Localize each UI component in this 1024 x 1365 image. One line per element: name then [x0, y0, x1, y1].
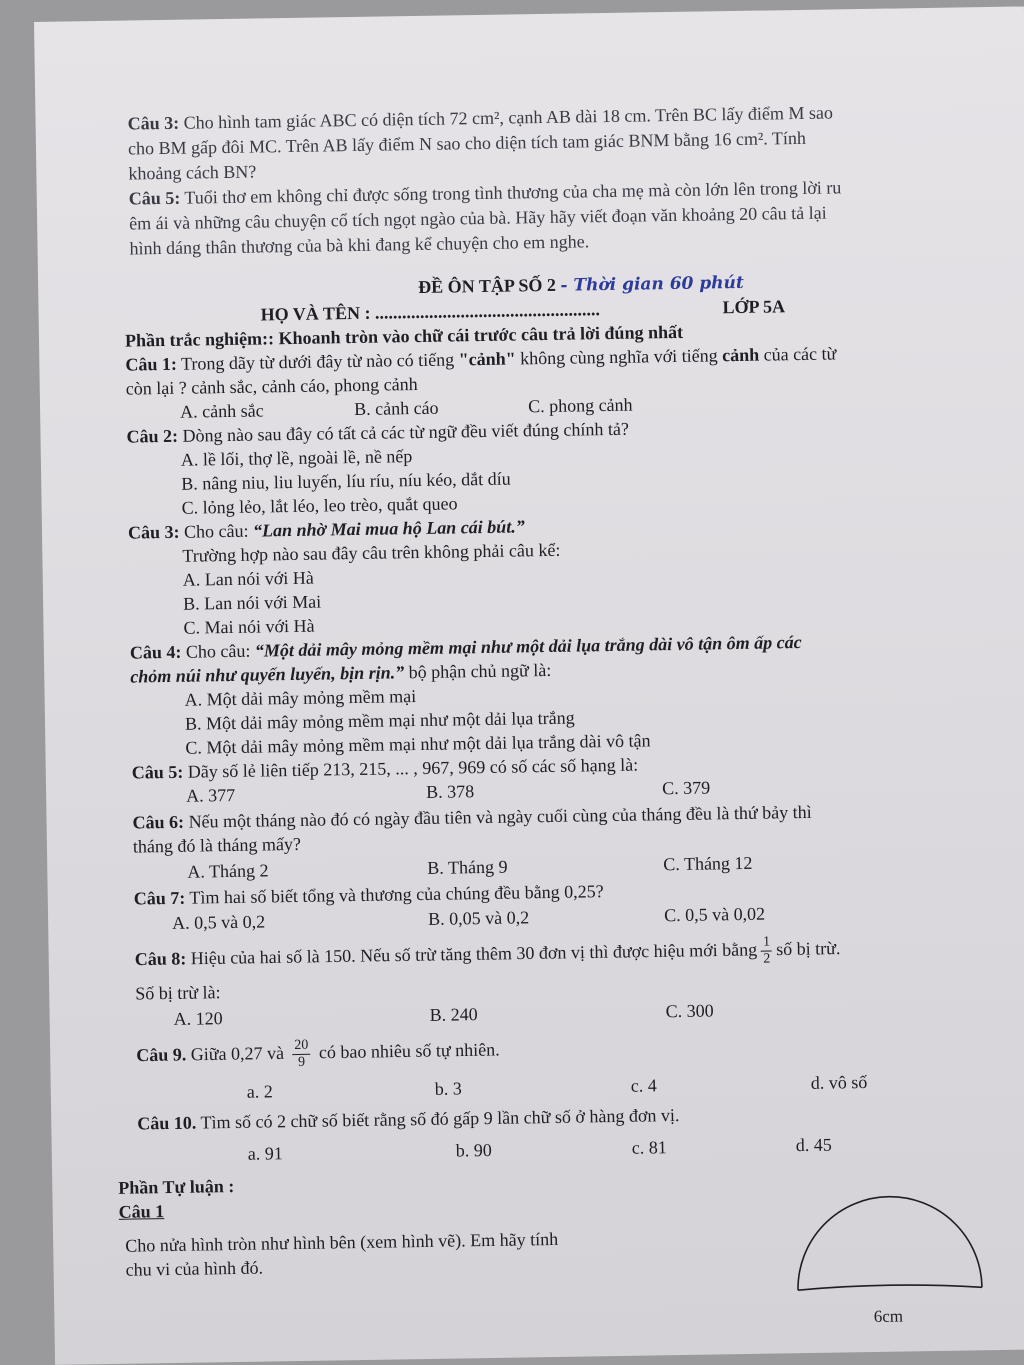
q8-text-b: số bị trừ. [775, 938, 841, 960]
prev-q5-line3: hình dáng thân thương của bà khi đang kể chuyện cho em nghe. [129, 231, 590, 259]
essay-section-title: Phần Tự luận : [118, 1175, 235, 1198]
prev-q3-text1: Cho hình tam giác ABC có diện tích 72 cm², cạnh AB dài 18 cm. Trên BC lấy điểm M sao [178, 102, 834, 133]
q5-option-a: A. 377 [186, 784, 236, 806]
q4-quote-2: chỏm núi như quyến luyến, bịn rịn.” [130, 662, 405, 687]
q1-text-c: không cùng nghĩa với tiếng [515, 345, 723, 369]
essay-q1-line1: Cho nửa hình tròn như hình bên (xem hình vẽ). Em hãy tính [125, 1228, 559, 1256]
q6-line2: tháng đó là tháng mấy? [132, 833, 302, 857]
q4-line2 [130, 659, 551, 688]
q7-option-c: C. 0,5 và 0,02 [663, 903, 766, 926]
q4-label: Câu 4: [129, 641, 182, 663]
q2-text: Dòng nào sau đây có tất cả các từ ngữ đều viết đúng chính tả? [177, 418, 630, 446]
prev-q3-label: Câu 3: [127, 112, 180, 134]
q9-option-a: a. 2 [246, 1081, 273, 1102]
q8-line1 [135, 933, 841, 977]
q8-label: Câu 8: [134, 948, 187, 970]
q9-text-a: Giữa 0,27 và [186, 1042, 289, 1065]
q7-label: Câu 7: [133, 887, 186, 909]
q5-label: Câu 5: [131, 761, 184, 783]
q3-option-b: B. Lan nói với Mai [182, 591, 322, 614]
handwritten-time-note: - Thời gian 60 phút [560, 272, 744, 296]
mc-section-title: Phần trắc nghiệm:: Khoanh tròn vào chữ cái trước câu trả lời đúng nhất [124, 321, 684, 351]
q9-label: Câu 9. [136, 1044, 187, 1066]
q3-text-a: Cho câu: [179, 520, 254, 542]
prev-q5-line2: êm ái và những câu chuyện cổ tích ngọt ngào của bà. Hãy hãy viết đoạn văn khoảng 20 câu tả lại [129, 202, 827, 234]
semicircle-arc [797, 1195, 982, 1290]
q9-fraction-denominator: 9 [298, 1054, 306, 1070]
q4-option-b: B. Một dải mây mỏng mềm mại như một dải lụa trắng [184, 707, 575, 734]
class-label: LỚP 5A [722, 296, 786, 318]
q8-fraction-numerator: 1 [761, 935, 772, 952]
q1-keyword: "cảnh" [458, 348, 516, 370]
q10-option-c: c. 81 [631, 1137, 667, 1158]
q6-option-a: A. Tháng 2 [187, 860, 269, 882]
q6-label: Câu 6: [132, 811, 185, 833]
q1-text-a: Trong dãy từ dưới đây từ nào có tiếng [176, 349, 459, 374]
name-field: HỌ VÀ TÊN : .................................................. [260, 299, 601, 325]
q7-option-a: A. 0,5 và 0,2 [172, 911, 266, 933]
q9-option-b: b. 3 [434, 1078, 462, 1099]
q10-text: Tìm số có 2 chữ số biết rằng số đó gấp 9 lần chữ số ở hàng đơn vị. [196, 1104, 680, 1133]
q7-text: Tìm hai số biết tổng và thương của chúng đều bằng 0,25? [185, 881, 604, 908]
q6-option-b: B. Tháng 9 [427, 856, 508, 878]
q4-quote-1: “Một dải mây mỏng mềm mại như một dải lụa trắng dài vô tận ôm ấp các [254, 632, 802, 661]
exam-paper [34, 6, 1024, 1364]
q4-text-a: Cho câu: [181, 640, 256, 662]
semicircle-diameter [798, 1284, 982, 1290]
q1-option-a: A. cảnh sắc [179, 400, 264, 422]
prev-q3-line2: cho BM gấp đôi MC. Trên AB lấy điểm N sao cho diện tích tam giác BNM bằng 16 cm². Tính [127, 127, 807, 159]
q8-fraction [761, 935, 773, 968]
prev-q5-text1: Tuổi thơ em không chỉ được sống trong tình thương của cha mẹ mà còn lớn lên trong lời ru [180, 177, 842, 208]
q9-text-b: có bao nhiêu số tự nhiên. [314, 1039, 500, 1063]
q8-option-b: B. 240 [429, 1004, 478, 1025]
q9-fraction [292, 1038, 311, 1071]
prev-q3-line3: khoảng cách BN? [128, 161, 257, 184]
q3-quote: “Lan nhờ Mai mua hộ Lan cái bút.” [252, 516, 525, 541]
essay-q1-label: Câu 1 [118, 1201, 165, 1222]
q9-line1 [136, 1035, 500, 1074]
q2-option-a: A. lề lối, thợ lề, ngoài lề, nề nếp [180, 446, 413, 470]
q1-option-b: B. cảnh cáo [353, 397, 439, 420]
diameter-label: 6cm [873, 1306, 904, 1326]
q4-text-b: bộ phận chủ ngữ là: [403, 659, 552, 683]
q2-option-c: C. lỏng lẻo, lắt léo, leo trèo, quắt queo [181, 493, 458, 518]
q8-option-c: C. 300 [665, 1000, 714, 1022]
q8-option-a: A. 120 [173, 1008, 223, 1029]
q2-label: Câu 2: [126, 425, 179, 447]
q9-option-d: d. vô số [810, 1072, 868, 1093]
q1-keyword-2: cảnh [721, 344, 760, 366]
exam-title-text: ĐỀ ÔN TẬP SỐ 2 [418, 274, 557, 297]
q10-option-d: d. 45 [795, 1134, 832, 1156]
essay-q1-line2: chu vi của hình đó. [125, 1257, 264, 1280]
q5-text: Dãy số lẻ liên tiếp 213, 215, ... , 967, 969 có số các số hạng là: [183, 754, 639, 782]
q6-option-c: C. Tháng 12 [663, 852, 753, 875]
q9-option-c: c. 4 [630, 1075, 657, 1096]
q9-fraction-numerator: 20 [292, 1038, 310, 1055]
q7-line1 [134, 880, 604, 909]
q10-option-b: b. 90 [455, 1139, 492, 1161]
prev-q5-label: Câu 5: [128, 187, 181, 209]
q3-option-a: A. Lan nói với Hà [182, 567, 314, 590]
q8-line2: Số bị trừ là: [135, 982, 221, 1004]
q1-option-c: C. phong cảnh [527, 394, 633, 417]
q7-option-b: B. 0,05 và 0,2 [427, 907, 530, 929]
q2-option-b: B. nâng niu, liu luyến, líu ríu, níu kéo, dắt díu [181, 468, 511, 494]
exam-title [418, 271, 744, 299]
q8-text-a: Hiệu của hai số là 150. Nếu số trừ tăng thêm 30 đơn vị thì được hiệu mới bằng [186, 939, 758, 969]
q1-line2: còn lại ? cảnh sắc, cảnh cáo, phong cảnh [125, 374, 418, 399]
q6-text-1: Nếu một tháng nào đó có ngày đầu tiên và ngày cuối cùng của tháng đều là thứ bảy thì [183, 801, 812, 832]
q4-option-a: A. Một dải mây mỏng mềm mại [184, 686, 417, 710]
q10-label: Câu 10. [137, 1112, 197, 1134]
q5-option-c: C. 379 [661, 777, 711, 799]
q3-option-c: C. Mai nói với Hà [183, 615, 315, 638]
q1-text-e: của các từ [758, 343, 837, 365]
q4-option-c: C. Một dải mây mỏng mềm mại như một dải lụa trắng dài vô tận [185, 730, 651, 758]
q10-option-a: a. 91 [247, 1143, 283, 1164]
q5-option-b: B. 378 [425, 781, 475, 802]
q3-line2: Trường hợp nào sau đây câu trên không phải câu kể: [182, 539, 561, 566]
q10-line1 [137, 1104, 679, 1135]
q1-label: Câu 1: [125, 353, 178, 375]
q3-label: Câu 3: [127, 521, 180, 543]
q8-fraction-denominator: 2 [763, 951, 771, 967]
semicircle-figure [782, 1187, 994, 1335]
